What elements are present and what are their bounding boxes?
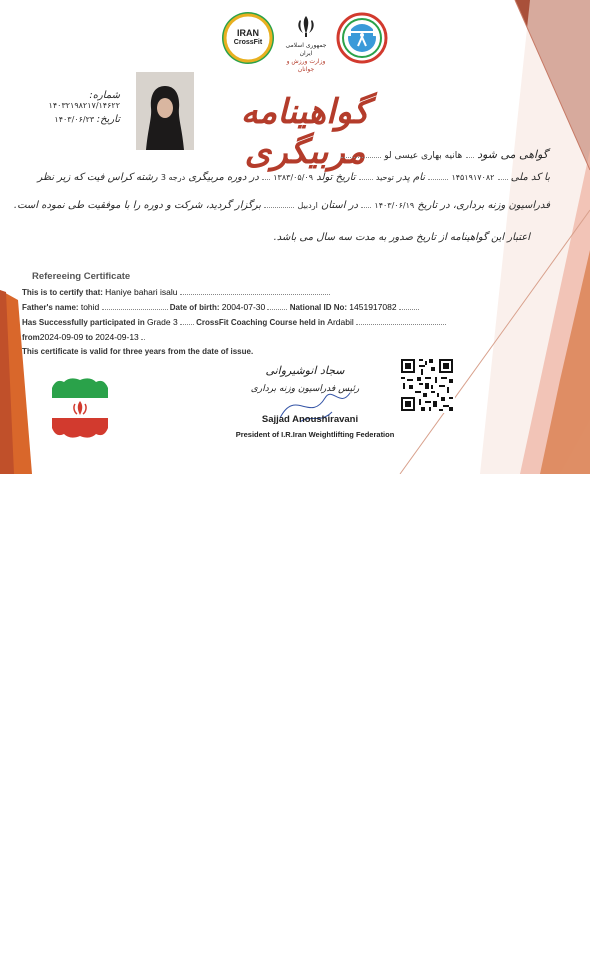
fa-grade: درجه 3 — [160, 173, 186, 182]
en-to-value: 2024-09-13 — [95, 332, 139, 342]
fa-national-value: ۱۴۵۱۹۱۷۰۸۲ — [451, 173, 495, 182]
iran-flag-seal — [48, 374, 112, 442]
en-certify-label: This is to certify that: — [22, 288, 103, 297]
fa-father-value: توحید — [375, 173, 394, 182]
emblem-line-2: وزارت ورزش و جوانان — [286, 58, 326, 73]
en-father-line — [22, 302, 419, 312]
en-validity: This certificate is valid for three years from the date of issue. — [22, 347, 254, 356]
reference-date-value: ۱۴۰۳/۰۶/۲۳ — [54, 115, 95, 124]
logo-text-iran: IRAN — [237, 28, 259, 38]
fa-line-4: اعتبار این گواهینامه از تاریخ صدور به مدت سه سال می باشد. — [273, 232, 530, 243]
fa-province-value: اردبیل — [297, 201, 318, 210]
reference-date — [20, 114, 120, 125]
logo-text-crossfit: CrossFit — [233, 39, 263, 46]
signature-fa-title: رئیس فدراسیون وزنه برداری — [250, 384, 360, 394]
person-photo-icon — [136, 72, 194, 150]
reference-date-label: تاریخ: — [96, 114, 120, 125]
en-to-label: to — [85, 333, 94, 342]
signature-en-title: President of I.R.Iran Weightlifting Federation — [235, 430, 395, 439]
english-heading: Refereeing Certificate — [32, 271, 131, 282]
en-from-value: 2024-09-09 — [39, 332, 84, 342]
en-participation-line — [22, 317, 446, 327]
qr-code-icon — [399, 357, 455, 413]
fa-line-1 — [300, 148, 548, 161]
en-participated-label: Has Successfully participated in — [22, 318, 145, 327]
en-national-value: 1451917082 — [349, 302, 397, 312]
signature-fa-name: سجاد انوشیروانی — [265, 364, 345, 377]
fa-province-label: در استان — [320, 200, 359, 211]
en-father-value: tohid — [80, 302, 100, 312]
weightlifting-federation-icon — [336, 12, 388, 64]
en-dob-label: Date of birth: — [169, 303, 220, 312]
fa-federation-text: فدراسیون وزنه برداری، در تاریخ — [417, 200, 550, 211]
fa-holder-name: هانیه بهاری عیسی لو — [384, 151, 463, 161]
certificate-title-fa: گواهینامه مربیگری — [240, 92, 370, 172]
en-from-label: from — [22, 333, 40, 342]
iran-crossfit-logo-icon — [222, 12, 274, 64]
fa-dob-value: ۱۳۸۳/۰۵/۰۹ — [273, 173, 314, 182]
holder-photo — [136, 72, 194, 150]
fa-line-3 — [13, 200, 550, 211]
fa-line-2 — [20, 172, 550, 183]
iran-flag-seal-icon — [48, 374, 112, 442]
fa-completion-text: برگزار گردید، شرکت و دوره را با موفقیت طی نموده است. — [13, 200, 262, 211]
reference-number-label: شماره: — [89, 90, 120, 101]
reference-number — [20, 90, 120, 110]
fa-dob-label: تاریخ تولد — [316, 172, 356, 183]
fa-discipline: رشته کراس فیت که زیر نظر — [37, 172, 158, 183]
qr-code — [399, 357, 455, 413]
weightlifting-federation-logo — [336, 12, 388, 64]
fa-course-date: ۱۴۰۳/۰۶/۱۹ — [374, 201, 415, 210]
en-dates-line — [22, 332, 145, 342]
iran-emblem-icon — [294, 14, 318, 38]
en-national-label: National ID No: — [289, 303, 348, 312]
iran-crossfit-logo — [222, 12, 274, 64]
fa-course-text: در دوره مربیگری — [188, 172, 259, 183]
en-city-value: Ardabil — [327, 317, 354, 327]
en-holder-name: Haniye bahari isalu — [105, 287, 178, 297]
en-course-label: CrossFit Coaching Course held in — [196, 318, 326, 327]
en-certify-line — [22, 287, 330, 297]
certificate — [0, 0, 590, 474]
reference-number-value: ۱۴۰۳۲۱۹۸۲۱۷/۱۴۶۲۲ — [48, 101, 120, 110]
en-grade-value: Grade 3 — [146, 317, 178, 327]
fa-national-label: با کد ملی — [510, 172, 550, 183]
fa-father-label: نام پدر — [397, 172, 426, 183]
en-dob-value: 2004-07-30 — [221, 302, 266, 312]
en-father-label: Father's name: — [22, 303, 79, 312]
emblem-line-1: جمهوری اسلامی ایران — [285, 42, 327, 57]
signature-en-name: Sajjad Anoushiravani — [261, 414, 359, 425]
fa-certify-prefix: گواهی می شود — [477, 148, 548, 161]
iran-emblem — [280, 14, 332, 73]
